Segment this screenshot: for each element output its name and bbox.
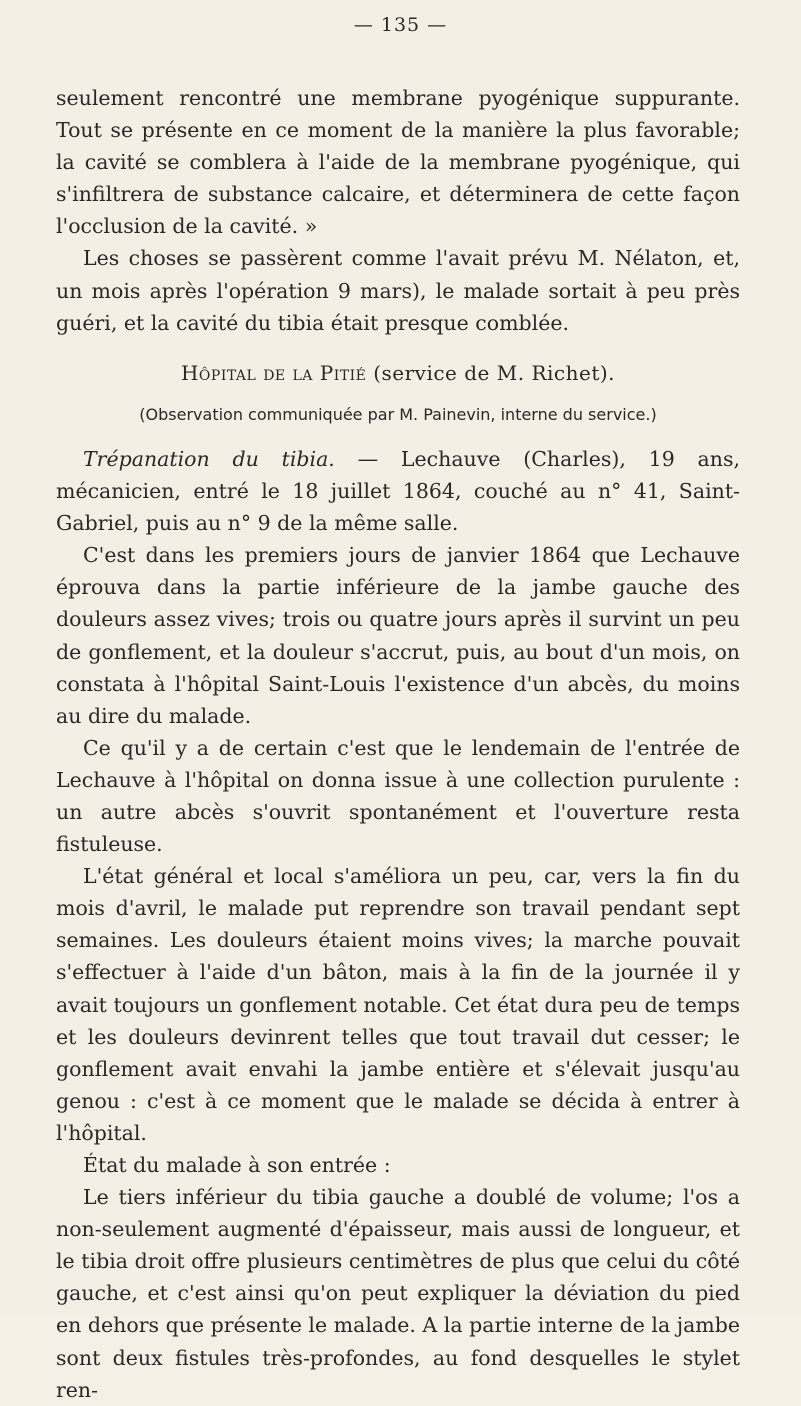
paragraph-history: C'est dans les premiers jours de janvier 1864 que Lechauve éprouva dans la partie inférieure de la jambe gauche des douleurs assez vives; trois ou quatre jours après il survint un peu de gonflement, et la douleur s'accrut, puis, au bout d'un mois, on constata à l'hôpital Saint-Louis l'existence d'un abcès, du moins au dire du malade.: [56, 543, 740, 728]
paragraph-progression: L'état général et local s'améliora un peu, car, vers la fin du mois d'avril, le malade put reprendre son travail pendant sept semaines. Les douleurs étaient moins vives; la marche pouvait s'effectuer à l'aide d'un bâton, mais à la fin de la journée il y avait toujours un gonflement notable. Cet état dura peu de temps et les douleurs devinrent telles que tout travail dut cesser; le gonflement avait envahi la jambe entière et s'élevait jusqu'au genou : c'est à ce moment que le malade se décida à entrer à l'hôpital.: [56, 864, 740, 1145]
section-heading: [56, 357, 740, 389]
service-name: (service de M. Richet).: [366, 360, 616, 385]
paragraph-admission-state: État du malade à son entrée :: [83, 1153, 391, 1177]
observation-note: (Observation communiquée par M. Painevin, interne du service.): [139, 404, 657, 424]
paragraph-examination: Le tiers inférieur du tibia gauche a doublé de volume; l'os a non-seulement augmenté d'épaisseur, mais aussi de longueur, et le tibia droit offre plusieurs centimètres de plus que celui du côté gauche, et c'est ainsi qu'on peut expliquer la déviation du pied en dehors que présente le malade. A la partie interne de la jambe sont deux fistules très-profondes, au fond desquelles le stylet ren-: [56, 1185, 740, 1402]
hospital-name: Hôpital de la Pitié: [180, 360, 367, 385]
paragraph-abscess: Ce qu'il y a de certain c'est que le lendemain de l'entrée de Lechauve à l'hôpital on donna issue à une collection purulente : un autre abcès s'ouvrit spontanément et l'ouverture resta fistuleuse.: [56, 735, 740, 857]
page-body: [56, 82, 740, 1406]
paragraph-outcome: Les choses se passèrent comme l'avait prévu M. Nélaton, et, un mois après l'opération 9 mars), le malade sortait à peu près guéri, et la cavité du tibia était presque comblée.: [56, 246, 740, 335]
paragraph-case-intro: [56, 443, 740, 539]
page-number: — 135 —: [353, 14, 448, 36]
case-title: Trépanation du tibia.: [83, 446, 335, 471]
paragraph-continuation: seulement rencontré une membrane pyogénique suppurante. Tout se présente en ce moment de la manière la plus favorable; la cavité se comblera à l'aide de la membrane pyogénique, qui s'infiltrera de substance calcaire, et déterminera de cette façon l'occlusion de la cavité. »: [56, 86, 740, 239]
case-intro-text: — Lechauve (Charles), 19 ans, mécanicien, entré le 18 juillet 1864, couché au n° 41, Saint-Gabriel, puis au n° 9 de la même salle.: [56, 446, 740, 536]
